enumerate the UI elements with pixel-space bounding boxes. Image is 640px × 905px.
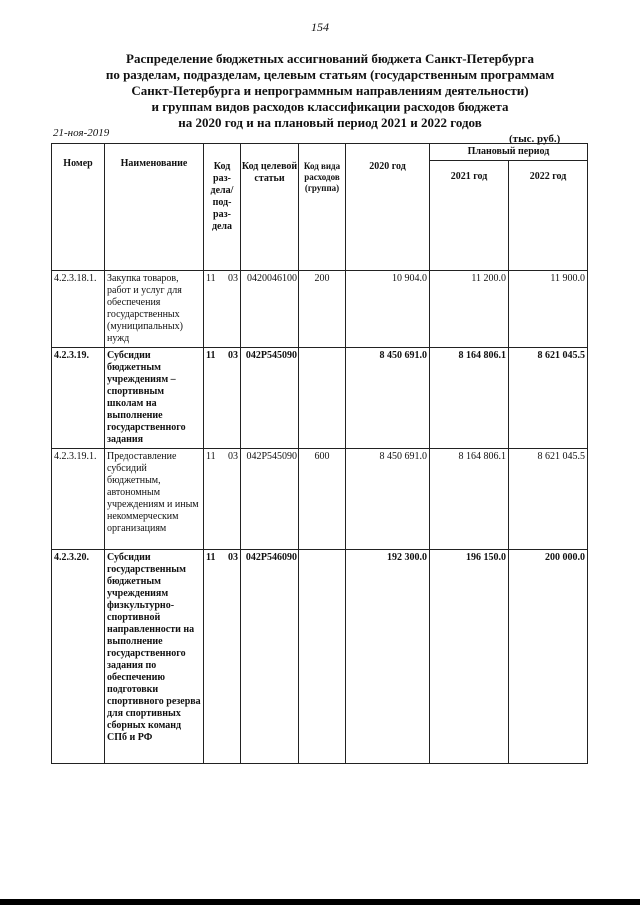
row-vr: 600 bbox=[299, 449, 346, 550]
row-csr: 042P546090 bbox=[241, 550, 299, 764]
header-row bbox=[52, 144, 588, 161]
row-podrazdel-code: 03 bbox=[228, 552, 238, 563]
row-razdel bbox=[204, 449, 241, 550]
row-name: Субсидии бюджетным учреждениям – спортивным школам на выполнение государственного задания bbox=[105, 348, 204, 449]
header-2021: 2021 год bbox=[430, 161, 509, 271]
row-number: 4.2.3.20. bbox=[52, 550, 105, 764]
title-line: Санкт-Петербурга и непрограммным направлениям деятельности) bbox=[131, 83, 529, 98]
row-name: Предоставление субсидий бюджетным, автономным учреждениям и иным некоммерческим организациям bbox=[105, 449, 204, 550]
row-2020: 8 450 691.0 bbox=[346, 449, 430, 550]
row-2021: 8 164 806.1 bbox=[430, 348, 509, 449]
header-name: Наименование bbox=[105, 144, 204, 271]
header-razdel: Код раз- дела/ под- раз- дела bbox=[204, 144, 241, 271]
table-row bbox=[52, 550, 588, 764]
title-line: и группам видов расходов классификации расходов бюджета bbox=[151, 99, 509, 114]
row-csr: 0420046100 bbox=[241, 271, 299, 348]
row-razdel-code: 11 bbox=[206, 552, 216, 563]
table-row bbox=[52, 449, 588, 550]
header-2020: 2020 год bbox=[346, 144, 430, 271]
row-2022: 8 621 045.5 bbox=[509, 449, 588, 550]
row-razdel bbox=[204, 271, 241, 348]
row-podrazdel-code: 03 bbox=[228, 451, 238, 462]
title-line: Распределение бюджетных ассигнований бюджета Санкт-Петербурга bbox=[126, 51, 534, 66]
row-number: 4.2.3.19. bbox=[52, 348, 105, 449]
row-2021: 8 164 806.1 bbox=[430, 449, 509, 550]
units-label: (тыс. руб.) bbox=[509, 133, 561, 145]
row-podrazdel-code: 03 bbox=[228, 273, 238, 284]
row-2022: 200 000.0 bbox=[509, 550, 588, 764]
row-razdel-code: 11 bbox=[206, 451, 216, 462]
row-csr: 042P545090 bbox=[241, 449, 299, 550]
document-date: 21-ноя-2019 bbox=[53, 127, 110, 139]
row-2020: 8 450 691.0 bbox=[346, 348, 430, 449]
row-razdel-code: 11 bbox=[206, 350, 216, 361]
scan-edge-bar bbox=[0, 899, 640, 905]
table-row bbox=[52, 348, 588, 449]
row-razdel bbox=[204, 348, 241, 449]
budget-table bbox=[51, 143, 588, 764]
header-vr: Код вида расходов (группа) bbox=[299, 144, 346, 271]
row-razdel-code: 11 bbox=[206, 273, 216, 284]
row-2022: 11 900.0 bbox=[509, 271, 588, 348]
row-podrazdel-code: 03 bbox=[228, 350, 238, 361]
title-line: по разделам, подразделам, целевым статьям (государственным программам bbox=[105, 67, 555, 82]
row-name: Субсидии государственным бюджетным учреждениям физкультурно-спортивной направленности на выполнение государственного задания по обеспечению подготовки спортивного резерва для спортивных сборных команд СПб и РФ bbox=[105, 550, 204, 764]
header-number: Номер bbox=[52, 144, 105, 271]
row-name: Закупка товаров, работ и услуг для обеспечения государственных (муниципальных) нужд bbox=[105, 271, 204, 348]
row-number: 4.2.3.19.1. bbox=[52, 449, 105, 550]
table-row bbox=[52, 271, 588, 348]
row-2022: 8 621 045.5 bbox=[509, 348, 588, 449]
title-line: на 2020 год и на плановый период 2021 и 2022 годов bbox=[178, 115, 482, 130]
document-title bbox=[70, 51, 590, 131]
row-2021: 11 200.0 bbox=[430, 271, 509, 348]
row-2020: 192 300.0 bbox=[346, 550, 430, 764]
row-vr: 200 bbox=[299, 271, 346, 348]
row-vr bbox=[299, 348, 346, 449]
row-2021: 196 150.0 bbox=[430, 550, 509, 764]
budget-table-wrapper bbox=[51, 143, 588, 764]
row-2020: 10 904.0 bbox=[346, 271, 430, 348]
page-number: 154 bbox=[311, 20, 329, 34]
row-number: 4.2.3.18.1. bbox=[52, 271, 105, 348]
header-2022: 2022 год bbox=[509, 161, 588, 271]
row-vr bbox=[299, 550, 346, 764]
row-razdel bbox=[204, 550, 241, 764]
header-csr: Код целевой статьи bbox=[241, 144, 299, 271]
row-csr: 042P545090 bbox=[241, 348, 299, 449]
header-planned-period: Плановый период bbox=[430, 144, 588, 161]
